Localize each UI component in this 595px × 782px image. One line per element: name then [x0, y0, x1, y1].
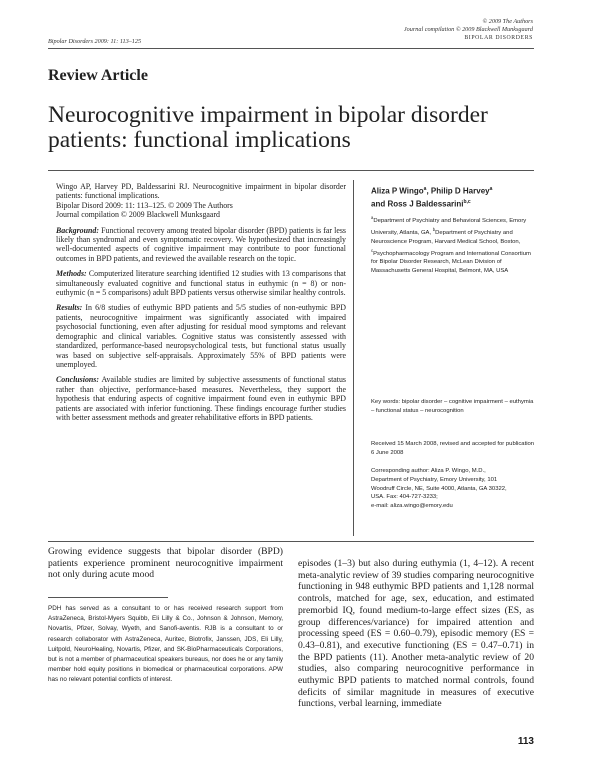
abstract-background [56, 226, 346, 264]
abstract-section [48, 180, 354, 536]
author-2: , Philip D Harvey [426, 186, 490, 196]
authors: Aliza P Wingo$^a$, Philip D Harvey$^a$ and Ross J Baldessarini$^{b,c}$ [371, 186, 493, 209]
methods-label: Methods: [56, 269, 87, 279]
citation-line-1: Wingo AP, Harvey PD, Baldessarini RJ. Neurocognitive impairment in bipolar disorder patients: functional implications. [56, 182, 346, 201]
correspondence: Corresponding author: Aliza P. Wingo, M.D., Department of Psychiatry, Emory University, 101 Woodruff Circle, NE, Suite 4000, Atlanta, GA 30322, USA. Fax: 404-727-3233; e-mail: aliza.wingo@emory.edu [371, 467, 535, 511]
abstract-methods [56, 269, 346, 297]
author-1: Aliza P Wingo [371, 186, 424, 196]
affiliations: $^a$Department of Psychiatry and Behavioral Sciences, Emory University, Atlanta, GA, $^b$Department of Psychiatry and Neuroscience Program, Harvard Medical School, Boston, $^c$Psychopharmacology Program and International Consortium for Bipolar Disorder Research, McLean Division of Massachusetts General Hospital, Belmont, MA, USA [371, 215, 531, 275]
affiliation-a: Department of Psychiatry and Behavioral Sciences, Emory University, Atlanta, GA, [371, 218, 527, 237]
methods-text: Computerized literature searching identified 12 studies with 13 comparisons that simultaneously evaluated cognitive and functional status in euthymic (n = 8) or non-euthymic (n = 5 comparisons) adult BPD patients versus otherwise similar healthy controls. [56, 269, 346, 298]
author-3: and Ross J Baldessarini [371, 199, 464, 209]
page-number: 113 [517, 736, 534, 747]
copyright-block [404, 18, 533, 42]
email-link[interactable]: e-mail: aliza.wingo@emory.edu [371, 503, 453, 510]
abstract-rule [48, 541, 534, 542]
results-text: In 6/8 studies of euthymic BPD patients and 5/5 studies of non-euthymic BPD patients, neurocognitive impairment was significantly associated with impaired psychosocial functioning, even after adjusting for residual mood symptoms and relevant demographic and clinical variables. Cognitive status was consistently assessed with standardized, performance-based neuropsychological tests, but functional status usually was based on subjective self-appraisals. Approximately 55% of BPD patients were unemployed. [56, 303, 346, 369]
conclusions-text: Available studies are limited by subjective assessments of functional status rather than objective, performance-based measures. Nevertheless, they support the hypothesis that enduring aspects of cognitive impairment found even in euthymic BPD patients are associated with inferior functioning. These findings encourage further studies with better assessment methods and greater rehabilitative efforts in BPD patients. [56, 375, 346, 422]
title-rule [48, 170, 534, 171]
keywords: Key words: bipolar disorder – cognitive impairment – euthymia – functional status – neurocognition [371, 399, 534, 414]
affiliation-b: Department of Psychiatry and Neuroscience Program, Harvard Medical School, Boston, [371, 230, 521, 245]
citation-line-2: Bipolar Disord 2009: 11: 113–125. © 2009 The Authors [56, 200, 233, 210]
journal-brand: BIPOLAR DISORDERS [464, 35, 533, 41]
background-label: Background: [56, 225, 99, 235]
copyright-line: © 2009 The Authors [482, 18, 533, 25]
compilation-line: Journal compilation © 2009 Blackwell Munksgaard [403, 26, 533, 33]
header-rule [48, 48, 534, 49]
page-title: Neurocognitive impairment in bipolar disorder patients: functional implications [48, 102, 488, 153]
body-text-right: episodes (1–3) but also during euthymia (1, 4–12). A recent meta-analytic review of 39 studies comparing neurocognitive functioning in 948 euthymic BPD patients and 1,128 normal controls, matched for age, sex, education, and estimated premorbid IQ, found medium-to-large effect sizes (ES, as group differences/variance) for impaired attention and processing speed (ES = 0.60–0.79), episodic memory (ES = 0.43–0.81), and executive functioning (ES = 0.47–0.71) in the BPD patients (11). Another meta-analytic review of 20 studies, also comparing neurocognitive performance in euthymic BPD patients to matched normal controls, found deficits of similar magnitude in measures of executive functions, verbal learning, immediate [298, 558, 534, 710]
journal-citation: Bipolar Disorders 2009: 11: 113–125 [48, 38, 142, 45]
abstract-conclusions [56, 375, 346, 422]
footnote-rule [48, 597, 168, 598]
article-type: Review Article [48, 67, 148, 84]
abstract-results [56, 303, 346, 369]
citation-block [56, 182, 346, 220]
results-label: Results: [56, 303, 83, 313]
affiliation-c: Psychopharmacology Program and International Consortium for Bipolar Disorder Research, McLean Division of Massachusetts General Hospital, Belmont, MA, USA [371, 250, 531, 275]
footnote: PDH has served as a consultant to or has received research support from AstraZeneca, Bristol-Myers Squibb, Eli Lilly & Co., Johnson & Johnson, Memory, Novartis, Pfizer, Solvay, Wyeth, and Sanofi-aventis. RJB is a consultant to or research collaborator with AstraZeneca, Auritec, Biotrofix, Janssen, JDS, Eli Lilly, Luitpold, NeuroHealing, Novartis, Pfizer, and SK-BioPharmaceuticals Corporations, but is not a member of pharmaceutical speakers bureaus, nor does he or any family member hold equity positions in biomedical or pharmaceutical corporations. APW has no relevant potential conflicts of interest. [48, 605, 283, 684]
abstract-text [56, 182, 346, 428]
author-info-column [371, 184, 537, 510]
body-text-left: Growing evidence suggests that bipolar disorder (BPD) patients experience prominent neurocognitive impairment not only during acute mood [48, 546, 283, 581]
conclusions-label: Conclusions: [56, 375, 99, 385]
background-text: Functional recovery among treated bipolar disorder (BPD) patients is far less likely than syndromal and even symptomatic recovery. We hypothesized that increasingly well-documented aspects of cognitive impairment may contribute to poor functional outcomes in BPD patients, and reviewed the available research on the topic. [56, 225, 346, 263]
received-dates: Received 15 March 2008, revised and accepted for publication 6 June 2008 [371, 441, 535, 456]
citation-line-3: Journal compilation © 2009 Blackwell Munksgaard [56, 210, 220, 220]
